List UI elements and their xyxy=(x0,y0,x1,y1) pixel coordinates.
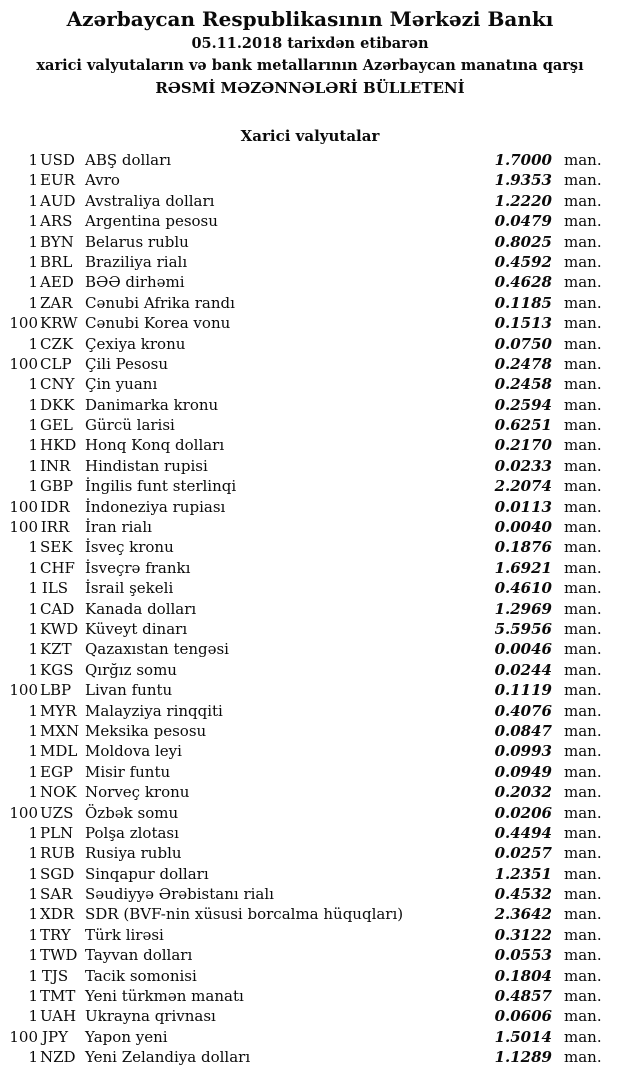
unit-label: man. xyxy=(564,1027,602,1046)
currency-code: AUD xyxy=(40,191,76,210)
currency-code: CHF xyxy=(40,558,75,577)
rate-row xyxy=(0,986,620,1006)
rate-value: 0.8025 xyxy=(494,232,552,251)
rate-row xyxy=(0,395,620,415)
currency-code: JPY xyxy=(41,1027,68,1046)
unit-label: man. xyxy=(564,395,602,414)
currency-code: RUB xyxy=(40,844,75,863)
rate-row xyxy=(0,456,620,476)
currency-code: TWD xyxy=(40,946,78,965)
currency-name: Yeni Zelandiya dolları xyxy=(85,1048,251,1067)
unit-label: man. xyxy=(564,477,602,496)
rate-row xyxy=(0,334,620,354)
currency-name: Meksika pesosu xyxy=(85,721,207,740)
rate-row xyxy=(0,945,620,965)
currency-code: INR xyxy=(40,456,71,475)
rate-row xyxy=(0,354,620,374)
rate-value: 0.4592 xyxy=(494,252,552,271)
currency-code: MYR xyxy=(40,701,77,720)
currency-name: Qazaxıstan tengəsi xyxy=(85,640,229,659)
quantity: 1 xyxy=(28,721,38,740)
currency-name: Avstraliya dolları xyxy=(85,191,215,210)
rate-row xyxy=(0,966,620,986)
unit-label: man. xyxy=(564,762,602,781)
currency-name: Tacik somonisi xyxy=(85,966,197,985)
rate-row xyxy=(0,293,620,313)
currency-code: TJS xyxy=(41,966,69,985)
currency-name: Rusiya rublu xyxy=(85,844,182,863)
rate-row xyxy=(0,803,620,823)
currency-code: BYN xyxy=(40,232,74,251)
unit-label: man. xyxy=(564,619,602,638)
rate-value: 1.5014 xyxy=(494,1027,552,1046)
unit-label: man. xyxy=(564,579,602,598)
quantity: 1 xyxy=(28,640,38,659)
quantity: 100 xyxy=(9,354,38,373)
rate-row xyxy=(0,741,620,761)
rate-row xyxy=(0,823,620,843)
currency-name: Moldova leyi xyxy=(85,742,182,761)
unit-label: man. xyxy=(564,538,602,557)
bulletin-title: RƏSMİ MƏZƏNNƏLƏRİ BÜLLETENİ xyxy=(155,79,465,97)
unit-label: man. xyxy=(564,885,602,904)
rate-row xyxy=(0,374,620,394)
currency-code: CLP xyxy=(40,354,72,373)
unit-label: man. xyxy=(564,803,602,822)
unit-label: man. xyxy=(564,416,602,435)
quantity: 1 xyxy=(28,151,38,169)
rate-value: 0.0479 xyxy=(494,212,552,231)
section-title-foreign-currencies: Xarici valyutalar xyxy=(240,127,380,145)
currency-name: Livan funtu xyxy=(85,681,173,700)
rate-row xyxy=(0,1006,620,1026)
quantity: 1 xyxy=(28,946,38,965)
currency-name: İran rialı xyxy=(85,518,152,537)
rate-row xyxy=(0,211,620,231)
rate-row xyxy=(0,170,620,190)
currency-code: SEK xyxy=(40,538,73,557)
quantity: 1 xyxy=(28,701,38,720)
unit-label: man. xyxy=(564,436,602,455)
rate-value: 0.6251 xyxy=(494,416,552,435)
rate-value: 1.2351 xyxy=(494,864,552,883)
rate-value: 0.0606 xyxy=(494,1007,552,1026)
rate-value: 0.3122 xyxy=(494,925,552,944)
rate-row xyxy=(0,517,620,537)
currency-name: Tayvan dolları xyxy=(85,946,193,965)
quantity: 100 xyxy=(9,518,38,537)
rate-value: 0.4610 xyxy=(494,579,552,598)
currency-name: Çin yuanı xyxy=(85,375,158,394)
rate-value: 0.4857 xyxy=(494,987,552,1006)
unit-label: man. xyxy=(564,232,602,251)
unit-label: man. xyxy=(564,212,602,231)
currency-code: GBP xyxy=(40,477,74,496)
currency-code: DKK xyxy=(40,395,75,414)
unit-label: man. xyxy=(564,966,602,985)
currency-code: EGP xyxy=(40,762,74,781)
quantity: 100 xyxy=(9,1027,38,1046)
currency-code: MDL xyxy=(40,742,78,761)
currency-code: BRL xyxy=(40,252,73,271)
rate-value: 1.1289 xyxy=(494,1048,552,1067)
currency-code: EUR xyxy=(40,171,75,190)
currency-code: AED xyxy=(40,273,74,292)
currency-name: Argentina pesosu xyxy=(85,212,218,231)
unit-label: man. xyxy=(564,1048,602,1067)
unit-label: man. xyxy=(564,599,602,618)
rate-row xyxy=(0,599,620,619)
quantity: 1 xyxy=(28,844,38,863)
currency-name: Kanada dolları xyxy=(85,599,197,618)
currency-name: Danimarka kronu xyxy=(85,395,219,414)
rate-value: 0.2032 xyxy=(494,783,552,802)
quantity: 1 xyxy=(28,1048,38,1067)
rate-row xyxy=(0,884,620,904)
unit-label: man. xyxy=(564,191,602,210)
quantity: 1 xyxy=(28,416,38,435)
currency-code: ARS xyxy=(40,212,73,231)
currency-code: TMT xyxy=(40,987,76,1006)
unit-label: man. xyxy=(564,742,602,761)
currency-name: Polşa zlotası xyxy=(85,823,179,842)
unit-label: man. xyxy=(564,783,602,802)
currency-code: LBP xyxy=(40,681,72,700)
unit-label: man. xyxy=(564,823,602,842)
rate-value: 0.4494 xyxy=(494,823,552,842)
currency-name: İsveçrə frankı xyxy=(85,558,191,577)
rate-row xyxy=(0,721,620,741)
currency-name: Belarus rublu xyxy=(85,232,189,251)
currency-code: CZK xyxy=(40,334,74,353)
unit-label: man. xyxy=(564,681,602,700)
unit-label: man. xyxy=(564,987,602,1006)
currency-name: Malayziya rinqqiti xyxy=(85,701,223,720)
currency-name: Yapon yeni xyxy=(85,1027,168,1046)
rate-row xyxy=(0,925,620,945)
rate-value: 0.1804 xyxy=(494,966,552,985)
rate-row xyxy=(0,782,620,802)
currency-code: CNY xyxy=(40,375,75,394)
rate-value: 0.1876 xyxy=(494,538,552,557)
rate-value: 0.0553 xyxy=(494,946,552,965)
currency-name: Səudiyyə Ərəbistanı rialı xyxy=(85,885,274,904)
currency-code: KWD xyxy=(40,619,79,638)
rate-value: 0.1185 xyxy=(494,293,552,312)
unit-label: man. xyxy=(564,844,602,863)
rate-row xyxy=(0,558,620,578)
quantity: 100 xyxy=(9,803,38,822)
quantity: 1 xyxy=(28,742,38,761)
currency-code: ILS xyxy=(41,579,69,598)
currency-name: Çexiya kronu xyxy=(85,334,186,353)
unit-label: man. xyxy=(564,497,602,516)
currency-name: Norveç kronu xyxy=(85,783,190,802)
rate-row xyxy=(0,864,620,884)
unit-label: man. xyxy=(564,925,602,944)
currency-name: Ukrayna qrivnası xyxy=(85,1007,216,1026)
unit-label: man. xyxy=(564,701,602,720)
currency-name: Avro xyxy=(85,171,120,190)
unit-label: man. xyxy=(564,1007,602,1026)
currency-code: UAH xyxy=(40,1007,77,1026)
rates-table xyxy=(0,150,620,1068)
quantity: 1 xyxy=(28,477,38,496)
rate-value: 0.2170 xyxy=(494,436,552,455)
rate-row xyxy=(0,619,620,639)
rate-row xyxy=(0,762,620,782)
effective-date-line: 05.11.2018 tarixdən etibarən xyxy=(191,35,429,52)
rate-value: 1.9353 xyxy=(494,171,552,190)
rate-row xyxy=(0,537,620,557)
currency-name: Misir funtu xyxy=(85,762,171,781)
quantity: 1 xyxy=(28,925,38,944)
currency-code: TRY xyxy=(40,925,71,944)
scope-line: xarici valyutaların və bank metallarının Azərbaycan manatına qarşı xyxy=(36,57,584,74)
quantity: 1 xyxy=(28,599,38,618)
rate-value: 0.0949 xyxy=(494,762,552,781)
rate-value: 0.2594 xyxy=(494,395,552,414)
currency-name: Hindistan rupisi xyxy=(85,456,208,475)
rate-row xyxy=(0,191,620,211)
quantity: 1 xyxy=(28,579,38,598)
rate-value: 0.4628 xyxy=(494,273,552,292)
currency-code: KZT xyxy=(40,640,72,659)
rate-value: 1.2969 xyxy=(494,599,552,618)
rate-value: 0.4532 xyxy=(494,885,552,904)
rate-value: 0.0206 xyxy=(494,803,552,822)
rate-value: 0.2458 xyxy=(494,375,552,394)
unit-label: man. xyxy=(564,864,602,883)
quantity: 1 xyxy=(28,171,38,190)
rate-row xyxy=(0,252,620,272)
currency-name: Özbək somu xyxy=(85,803,179,822)
currency-code: SAR xyxy=(40,885,73,904)
currency-code: CAD xyxy=(40,599,75,618)
rate-row xyxy=(0,639,620,659)
rate-row xyxy=(0,415,620,435)
currency-code: KGS xyxy=(40,660,74,679)
rate-value: 0.0233 xyxy=(494,456,552,475)
quantity: 100 xyxy=(9,497,38,516)
currency-name: SDR (BVF-nin xüsusi borcalma hüquqları) xyxy=(85,905,404,924)
unit-label: man. xyxy=(564,252,602,271)
rate-row xyxy=(0,150,620,170)
unit-label: man. xyxy=(564,273,602,292)
unit-label: man. xyxy=(564,721,602,740)
currency-code: NOK xyxy=(40,783,77,802)
quantity: 1 xyxy=(28,762,38,781)
rate-value: 0.1513 xyxy=(494,314,552,333)
rate-row xyxy=(0,1047,620,1067)
quantity: 1 xyxy=(28,905,38,924)
currency-code: HKD xyxy=(40,436,77,455)
currency-code: PLN xyxy=(40,823,74,842)
quantity: 1 xyxy=(28,966,38,985)
rate-row xyxy=(0,272,620,292)
rate-value: 1.2220 xyxy=(494,191,552,210)
currency-code: IRR xyxy=(40,518,70,537)
rate-value: 0.2478 xyxy=(494,354,552,373)
rate-row xyxy=(0,497,620,517)
rate-value: 0.0046 xyxy=(494,640,552,659)
unit-label: man. xyxy=(564,558,602,577)
currency-code: UZS xyxy=(40,803,74,822)
unit-label: man. xyxy=(564,946,602,965)
quantity: 1 xyxy=(28,293,38,312)
currency-name: BƏƏ dirhəmi xyxy=(85,273,185,292)
unit-label: man. xyxy=(564,660,602,679)
unit-label: man. xyxy=(564,171,602,190)
unit-label: man. xyxy=(564,518,602,537)
quantity: 1 xyxy=(28,436,38,455)
currency-name: Türk lirəsi xyxy=(85,925,164,944)
currency-code: MXN xyxy=(40,721,80,740)
currency-name: Küveyt dinarı xyxy=(85,619,188,638)
rate-row xyxy=(0,904,620,924)
unit-label: man. xyxy=(564,456,602,475)
unit-label: man. xyxy=(564,354,602,373)
unit-label: man. xyxy=(564,905,602,924)
quantity: 100 xyxy=(9,681,38,700)
quantity: 1 xyxy=(28,252,38,271)
rate-value: 0.0750 xyxy=(494,334,552,353)
rate-value: 0.0244 xyxy=(494,660,552,679)
currency-name: İsveç kronu xyxy=(85,538,174,557)
currency-name: Sinqapur dolları xyxy=(85,864,209,883)
currency-name: Gürcü larisi xyxy=(85,416,175,435)
rate-row xyxy=(0,680,620,700)
bank-title: Azərbaycan Respublikasının Mərkəzi Bankı xyxy=(66,7,554,31)
currency-code: NZD xyxy=(40,1048,76,1067)
quantity: 1 xyxy=(28,619,38,638)
quantity: 1 xyxy=(28,191,38,210)
rate-value: 0.0847 xyxy=(494,721,552,740)
currency-name: İsrail şekeli xyxy=(85,579,174,598)
quantity: 1 xyxy=(28,334,38,353)
currency-name: Çili Pesosu xyxy=(85,354,169,373)
currency-name: Yeni türkmən manatı xyxy=(85,987,244,1006)
currency-code: IDR xyxy=(40,497,70,516)
quantity: 1 xyxy=(28,660,38,679)
currency-code: SGD xyxy=(40,864,75,883)
rate-row xyxy=(0,313,620,333)
quantity: 1 xyxy=(28,885,38,904)
unit-label: man. xyxy=(564,293,602,312)
rate-row xyxy=(0,435,620,455)
quantity: 1 xyxy=(28,783,38,802)
quantity: 1 xyxy=(28,375,38,394)
quantity: 1 xyxy=(28,1007,38,1026)
rate-value: 1.7000 xyxy=(494,151,552,169)
quantity: 1 xyxy=(28,558,38,577)
unit-label: man. xyxy=(564,375,602,394)
rate-row xyxy=(0,476,620,496)
currency-name: İndoneziya rupiası xyxy=(85,497,226,516)
rate-value: 0.0257 xyxy=(494,844,552,863)
quantity: 1 xyxy=(28,395,38,414)
rate-row xyxy=(0,1027,620,1047)
currency-code: GEL xyxy=(40,416,73,435)
quantity: 1 xyxy=(28,273,38,292)
unit-label: man. xyxy=(564,314,602,333)
quantity: 1 xyxy=(28,232,38,251)
quantity: 100 xyxy=(9,314,38,333)
currency-name: İngilis funt sterlinqi xyxy=(85,477,237,496)
rate-row xyxy=(0,578,620,598)
rate-row xyxy=(0,701,620,721)
quantity: 1 xyxy=(28,538,38,557)
currency-name: Qırğız somu xyxy=(85,660,177,679)
currency-code: KRW xyxy=(40,314,78,333)
rate-value: 2.2074 xyxy=(494,477,552,496)
currency-name: Cənubi Korea vonu xyxy=(85,314,231,333)
currency-code: USD xyxy=(40,151,75,169)
rate-value: 0.0113 xyxy=(494,497,552,516)
quantity: 1 xyxy=(28,823,38,842)
rate-row xyxy=(0,660,620,680)
unit-label: man. xyxy=(564,334,602,353)
quantity: 1 xyxy=(28,456,38,475)
currency-name: Honq Konq dolları xyxy=(85,436,225,455)
currency-name: Braziliya rialı xyxy=(85,252,188,271)
unit-label: man. xyxy=(564,640,602,659)
rate-value: 1.6921 xyxy=(494,558,552,577)
quantity: 1 xyxy=(28,212,38,231)
rate-value: 2.3642 xyxy=(494,905,552,924)
unit-label: man. xyxy=(564,151,602,169)
rate-row xyxy=(0,843,620,863)
currency-name: ABŞ dolları xyxy=(85,151,172,169)
rate-value: 0.0040 xyxy=(494,518,552,537)
currency-name: Cənubi Afrika randı xyxy=(85,293,235,312)
currency-code: XDR xyxy=(40,905,74,924)
rate-value: 0.0993 xyxy=(494,742,552,761)
currency-code: ZAR xyxy=(40,293,73,312)
rate-row xyxy=(0,232,620,252)
rate-value: 5.5956 xyxy=(494,619,552,638)
rate-value: 0.1119 xyxy=(494,681,552,700)
bulletin-header xyxy=(0,0,620,97)
quantity: 1 xyxy=(28,987,38,1006)
rate-value: 0.4076 xyxy=(494,701,552,720)
quantity: 1 xyxy=(28,864,38,883)
